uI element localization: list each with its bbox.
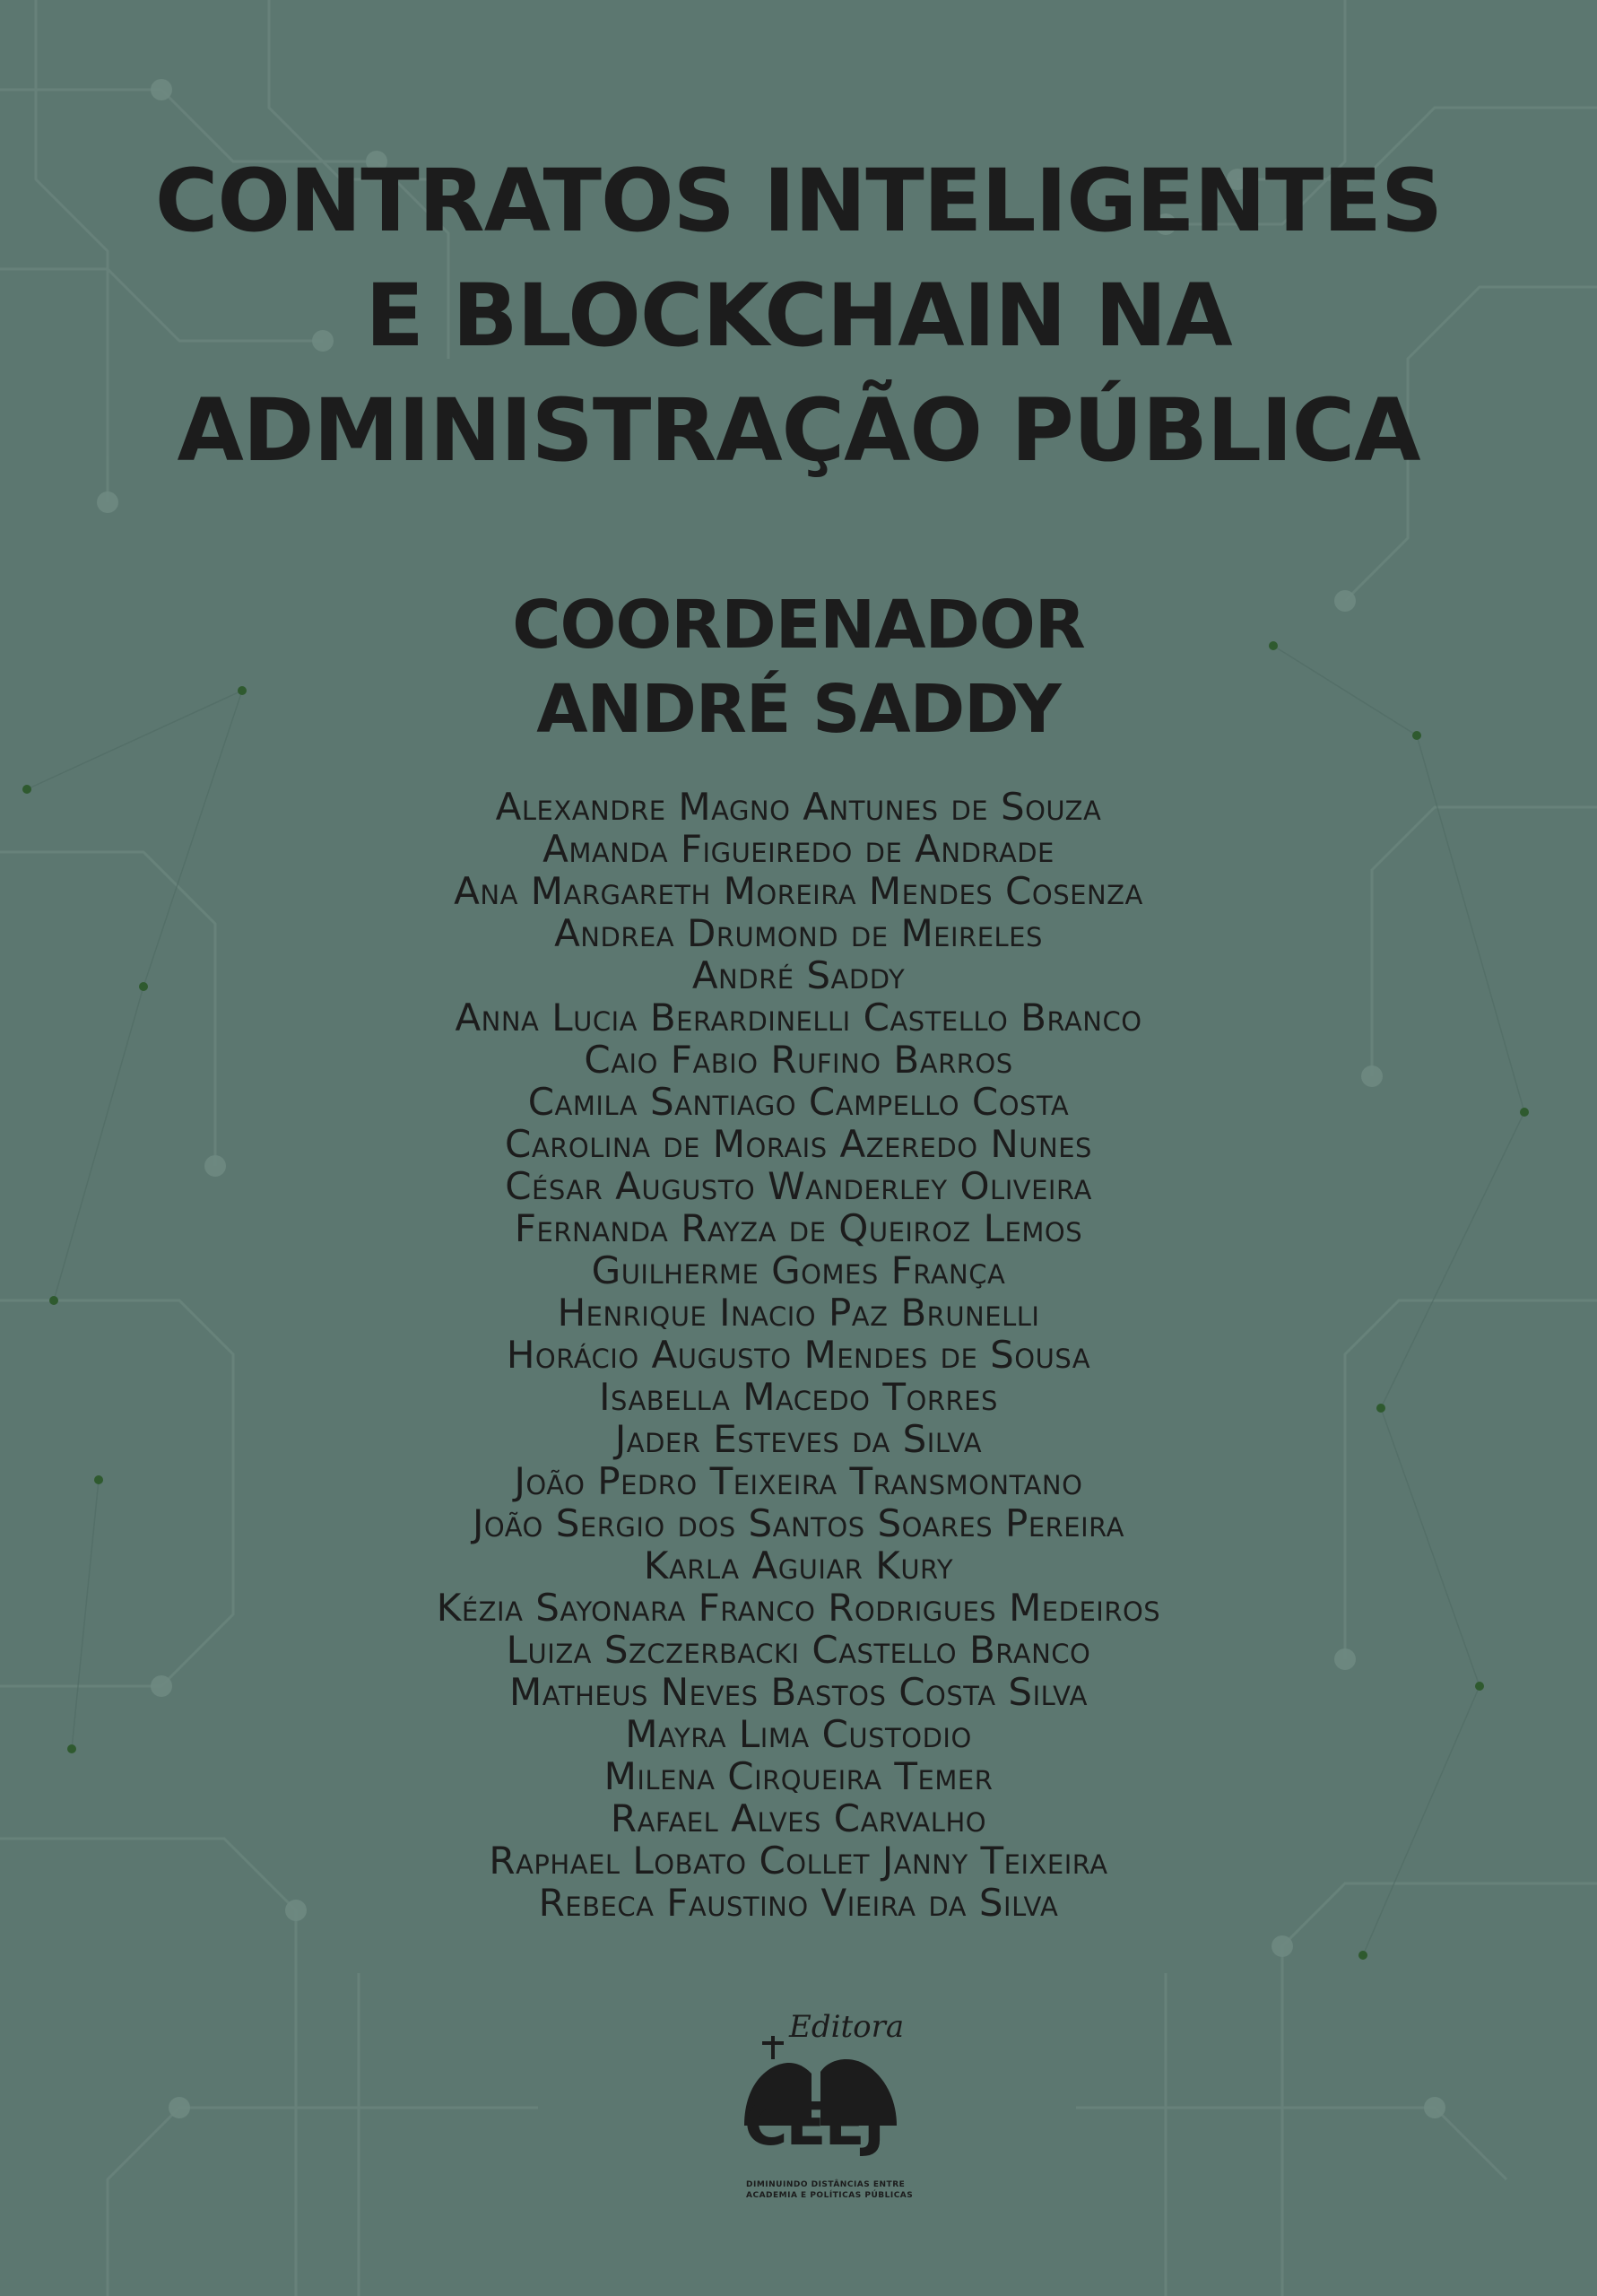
author-item: Amanda Figueiredo de Andrade <box>542 827 1055 871</box>
author-item: Fernanda Rayza de Queiroz Lemos <box>514 1206 1083 1250</box>
author-item: João Sergio dos Santos Soares Pereira <box>473 1501 1124 1545</box>
title-line-3: ADMINISTRAÇÃO PÚBLICA <box>177 380 1420 481</box>
author-item: Milena Cirqueira Temer <box>603 1754 994 1798</box>
publisher-logo <box>735 2009 914 2215</box>
publisher-tagline <box>746 2179 916 2201</box>
author-item: Mayra Lima Custodio <box>625 1712 972 1756</box>
author-item: Ana Margareth Moreira Mendes Cosenza <box>454 869 1143 913</box>
title-line-2: E BLOCKCHAIN NA <box>365 265 1232 366</box>
publisher-tagline-line-1: DIMINUINDO DISTÂNCIAS ENTRE <box>746 2180 906 2189</box>
author-item: Rebeca Faustino Vieira da Silva <box>538 1881 1059 1925</box>
author-item: César Augusto Wanderley Oliveira <box>505 1164 1092 1208</box>
publisher-editora-label: Editora <box>789 2009 905 2045</box>
author-item: Carolina de Morais Azeredo Nunes <box>505 1122 1092 1166</box>
author-item: Kézia Sayonara Franco Rodrigues Medeiros <box>436 1586 1161 1630</box>
author-item: Rafael Alves Carvalho <box>610 1796 987 1840</box>
author-item: Alexandre Magno Antunes de Souza <box>495 785 1102 829</box>
author-item: Matheus Neves Bastos Costa Silva <box>509 1670 1088 1714</box>
author-item: Andrea Drumond de Meireles <box>554 911 1043 955</box>
author-item: Jader Esteves da Silva <box>614 1417 983 1461</box>
publisher-name: CEEJ <box>744 2090 884 2159</box>
publisher-tagline-line-2: ACADEMIA E POLÍTICAS PÚBLICAS <box>746 2191 914 2200</box>
title-line-1: CONTRATOS INTELIGENTES <box>154 151 1443 251</box>
author-item: Horácio Augusto Mendes de Sousa <box>506 1333 1091 1377</box>
author-item: Luiza Szczerbacki Castello Branco <box>506 1628 1091 1672</box>
author-item: João Pedro Teixeira Transmontano <box>514 1459 1083 1503</box>
author-item: Isabella Macedo Torres <box>599 1375 998 1419</box>
author-item: Caio Fabio Rufino Barros <box>584 1038 1013 1082</box>
author-item: Anna Lucia Berardinelli Castello Branco <box>455 996 1142 1039</box>
book-title <box>0 144 1597 488</box>
author-item: Henrique Inacio Paz Brunelli <box>557 1291 1040 1335</box>
coordinator-label: COORDENADOR <box>512 587 1085 664</box>
coordinator-name: ANDRÉ SADDY <box>536 671 1061 748</box>
author-item: Karla Aguiar Kury <box>643 1544 954 1587</box>
author-item: André Saddy <box>691 953 906 997</box>
author-item: Camila Santiago Campello Costa <box>527 1080 1070 1124</box>
author-list <box>0 786 1597 1924</box>
author-item: Raphael Lobato Collet Janny Teixeira <box>489 1839 1108 1883</box>
coordinator-block <box>0 583 1597 752</box>
author-item: Guilherme Gomes França <box>591 1248 1006 1292</box>
